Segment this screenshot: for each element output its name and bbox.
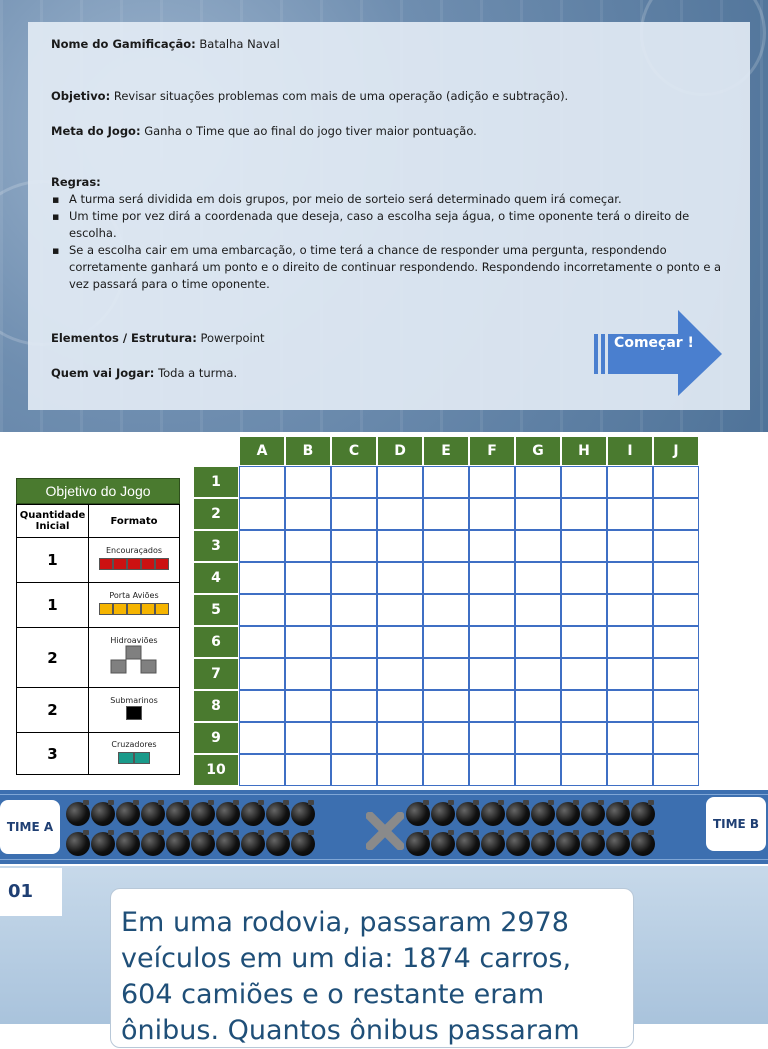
fleet-row xyxy=(17,733,180,775)
column-header: B xyxy=(285,436,331,466)
column-header: H xyxy=(561,436,607,466)
row-header: 6 xyxy=(193,626,239,658)
board-cell-J6[interactable] xyxy=(653,626,699,658)
bomb-icon[interactable] xyxy=(431,802,455,826)
team-b-bombs-row xyxy=(406,802,655,826)
board-cell-I6[interactable] xyxy=(607,626,653,658)
bomb-icon[interactable] xyxy=(631,802,655,826)
board-cell-I3[interactable] xyxy=(607,530,653,562)
fleet-qty: 2 xyxy=(17,688,89,733)
bomb-icon[interactable] xyxy=(191,832,215,856)
team-b-bombs-row xyxy=(406,832,655,856)
board-cell-C5[interactable] xyxy=(331,594,377,626)
board-row xyxy=(193,594,699,626)
bomb-icon[interactable] xyxy=(556,802,580,826)
board-cell-A3[interactable] xyxy=(239,530,285,562)
board-cell-G5[interactable] xyxy=(515,594,561,626)
fleet-qty: 2 xyxy=(17,628,89,688)
ship-name: Hidroaviões xyxy=(110,636,158,645)
submarine-icon xyxy=(126,706,142,720)
rule-item: ▪ A turma será dividida em dois grupos, por meio de sorteio será determinado quem irá começar. xyxy=(69,191,731,208)
row-header: 7 xyxy=(193,658,239,690)
seaplane-icon xyxy=(110,645,158,675)
board-cell-E7[interactable] xyxy=(423,658,469,690)
bomb-icon[interactable] xyxy=(116,832,140,856)
board-cell-E9[interactable] xyxy=(423,722,469,754)
bomb-icon[interactable] xyxy=(506,832,530,856)
elements-value: Powerpoint xyxy=(200,331,265,345)
board-cell-G1[interactable] xyxy=(515,466,561,498)
board-cell-B9[interactable] xyxy=(285,722,331,754)
team-a-bombs-row xyxy=(66,802,315,826)
board-row xyxy=(193,530,699,562)
board-cell-C1[interactable] xyxy=(331,466,377,498)
board-cell-B6[interactable] xyxy=(285,626,331,658)
board-cell-B2[interactable] xyxy=(285,498,331,530)
ship-name: Porta Aviões xyxy=(109,591,159,600)
bomb-icon[interactable] xyxy=(66,802,90,826)
board-cell-G4[interactable] xyxy=(515,562,561,594)
board-cell-I8[interactable] xyxy=(607,690,653,722)
fleet-qty: 1 xyxy=(17,538,89,583)
bomb-icon[interactable] xyxy=(66,832,90,856)
bomb-icon[interactable] xyxy=(141,832,165,856)
board-row xyxy=(193,562,699,594)
board-row xyxy=(193,722,699,754)
intro-slide xyxy=(0,0,768,432)
column-header: J xyxy=(653,436,699,466)
board-cell-B7[interactable] xyxy=(285,658,331,690)
board-cell-B10[interactable] xyxy=(285,754,331,786)
board-cell-G10[interactable] xyxy=(515,754,561,786)
board-cell-F1[interactable] xyxy=(469,466,515,498)
start-arrow-icon[interactable] xyxy=(594,310,724,396)
bomb-icon[interactable] xyxy=(291,832,315,856)
bomb-icon[interactable] xyxy=(406,832,430,856)
rules-title: Regras: xyxy=(51,175,101,189)
players-label: Quem vai Jogar: xyxy=(51,366,155,380)
goal-line xyxy=(51,123,477,140)
bomb-icon[interactable] xyxy=(506,802,530,826)
board-row xyxy=(193,754,699,786)
question-text: Em uma rodovia, passaram 2978 veículos em um dia: 1874 carros, 604 camiões e o restante eram ônibus. Quantos ônibus passaram xyxy=(110,888,634,1048)
board-cell-G9[interactable] xyxy=(515,722,561,754)
board-cell-I2[interactable] xyxy=(607,498,653,530)
objective-value: Revisar situações problemas com mais de uma operação (adição e subtração). xyxy=(113,89,569,103)
bomb-icon[interactable] xyxy=(216,802,240,826)
battleship-icon xyxy=(99,558,169,570)
board-corner xyxy=(193,436,239,466)
column-header: E xyxy=(423,436,469,466)
board-cell-A2[interactable] xyxy=(239,498,285,530)
board-cell-I1[interactable] xyxy=(607,466,653,498)
board-cell-D5[interactable] xyxy=(377,594,423,626)
board-cell-A4[interactable] xyxy=(239,562,285,594)
qty-header: Quantidade Inicial xyxy=(17,505,89,538)
board-cell-I10[interactable] xyxy=(607,754,653,786)
board-cell-G7[interactable] xyxy=(515,658,561,690)
board-cell-D1[interactable] xyxy=(377,466,423,498)
carrier-icon xyxy=(99,603,169,615)
board-cell-C4[interactable] xyxy=(331,562,377,594)
board-cell-C8[interactable] xyxy=(331,690,377,722)
fleet-row xyxy=(17,583,180,628)
format-header: Formato xyxy=(89,505,180,538)
players-value: Toda a turma. xyxy=(158,366,238,380)
team-b-label: TIME B xyxy=(706,797,766,851)
board-cell-E1[interactable] xyxy=(423,466,469,498)
fleet-qty: 1 xyxy=(17,583,89,628)
board-cell-D3[interactable] xyxy=(377,530,423,562)
bomb-icon[interactable] xyxy=(581,802,605,826)
board-row xyxy=(193,626,699,658)
board-cell-D9[interactable] xyxy=(377,722,423,754)
board-cell-D10[interactable] xyxy=(377,754,423,786)
fleet-table xyxy=(16,504,180,775)
board-cell-E6[interactable] xyxy=(423,626,469,658)
rule-item: ▪ Um time por vez dirá a coordenada que deseja, caso a escolha seja água, o time oponente terá o direito de escolha. xyxy=(69,208,731,242)
board-cell-B3[interactable] xyxy=(285,530,331,562)
board-cell-I4[interactable] xyxy=(607,562,653,594)
column-header: F xyxy=(469,436,515,466)
board-cell-J10[interactable] xyxy=(653,754,699,786)
board-cell-A7[interactable] xyxy=(239,658,285,690)
board-cell-J4[interactable] xyxy=(653,562,699,594)
board-cell-A9[interactable] xyxy=(239,722,285,754)
board-cell-E10[interactable] xyxy=(423,754,469,786)
bomb-icon[interactable] xyxy=(481,802,505,826)
board-cell-I5[interactable] xyxy=(607,594,653,626)
bomb-icon[interactable] xyxy=(456,832,480,856)
bomb-icon[interactable] xyxy=(631,832,655,856)
board-cell-B1[interactable] xyxy=(285,466,331,498)
bomb-icon[interactable] xyxy=(606,832,630,856)
board-cell-D7[interactable] xyxy=(377,658,423,690)
fleet-format xyxy=(89,688,180,733)
bomb-icon[interactable] xyxy=(241,802,265,826)
elements-label: Elementos / Estrutura: xyxy=(51,331,197,345)
board-cell-A8[interactable] xyxy=(239,690,285,722)
board-cell-C9[interactable] xyxy=(331,722,377,754)
bomb-icon[interactable] xyxy=(91,832,115,856)
board-row xyxy=(193,658,699,690)
bomb-icon[interactable] xyxy=(406,802,430,826)
bomb-icon[interactable] xyxy=(116,802,140,826)
board-cell-A10[interactable] xyxy=(239,754,285,786)
goal-value: Ganha o Time que ao final do jogo tiver maior pontuação. xyxy=(144,124,477,138)
fleet-row xyxy=(17,688,180,733)
ship-name: Submarinos xyxy=(110,696,158,705)
board-cell-J2[interactable] xyxy=(653,498,699,530)
rules-block xyxy=(51,174,731,293)
board-cell-C3[interactable] xyxy=(331,530,377,562)
board-cell-H2[interactable] xyxy=(561,498,607,530)
fleet-row xyxy=(17,538,180,583)
objective-line xyxy=(51,88,568,105)
column-header: A xyxy=(239,436,285,466)
board-cell-G6[interactable] xyxy=(515,626,561,658)
bomb-icon[interactable] xyxy=(191,802,215,826)
board-cell-F2[interactable] xyxy=(469,498,515,530)
battleship-board xyxy=(193,436,699,786)
row-header: 1 xyxy=(193,466,239,498)
row-header: 4 xyxy=(193,562,239,594)
board-cell-B8[interactable] xyxy=(285,690,331,722)
objective-title: Objetivo do Jogo xyxy=(16,478,180,504)
board-cell-D4[interactable] xyxy=(377,562,423,594)
column-header: G xyxy=(515,436,561,466)
bomb-icon[interactable] xyxy=(606,802,630,826)
game-name-line xyxy=(51,36,280,53)
row-header: 8 xyxy=(193,690,239,722)
board-cell-F4[interactable] xyxy=(469,562,515,594)
board-cell-J1[interactable] xyxy=(653,466,699,498)
board-cell-F5[interactable] xyxy=(469,594,515,626)
board-cell-F3[interactable] xyxy=(469,530,515,562)
board-cell-G2[interactable] xyxy=(515,498,561,530)
question-number: 01 xyxy=(0,868,62,916)
bomb-icon[interactable] xyxy=(556,832,580,856)
board-cell-J5[interactable] xyxy=(653,594,699,626)
board-cell-H3[interactable] xyxy=(561,530,607,562)
row-header: 10 xyxy=(193,754,239,786)
board-cell-F7[interactable] xyxy=(469,658,515,690)
board-cell-H4[interactable] xyxy=(561,562,607,594)
goal-label: Meta do Jogo: xyxy=(51,124,141,138)
board-cell-H10[interactable] xyxy=(561,754,607,786)
board-cell-E2[interactable] xyxy=(423,498,469,530)
board-cell-J3[interactable] xyxy=(653,530,699,562)
bomb-icon[interactable] xyxy=(291,802,315,826)
game-name-value: Batalha Naval xyxy=(199,37,280,51)
board-cell-A5[interactable] xyxy=(239,594,285,626)
board-row xyxy=(193,690,699,722)
board-cell-J7[interactable] xyxy=(653,658,699,690)
board-row xyxy=(193,466,699,498)
fleet-qty: 3 xyxy=(17,733,89,775)
ship-name: Encouraçados xyxy=(105,546,163,555)
row-header: 2 xyxy=(193,498,239,530)
board-cell-B4[interactable] xyxy=(285,562,331,594)
row-header: 9 xyxy=(193,722,239,754)
board-cell-B5[interactable] xyxy=(285,594,331,626)
bomb-icon[interactable] xyxy=(241,832,265,856)
rule-item: ▪ Se a escolha cair em uma embarcação, o time terá a chance de responder uma pergunta, respondendo corretamente ganhará um ponto e o direito de continuar respondendo. Respondendo incorretamente o ponto e a vez passará para o time oponente. xyxy=(69,242,731,293)
board-cell-H9[interactable] xyxy=(561,722,607,754)
team-a-label: TIME A xyxy=(0,800,60,854)
board-cell-E3[interactable] xyxy=(423,530,469,562)
board-cell-H6[interactable] xyxy=(561,626,607,658)
board-cell-J8[interactable] xyxy=(653,690,699,722)
bomb-icon[interactable] xyxy=(456,802,480,826)
board-cell-F8[interactable] xyxy=(469,690,515,722)
board-cell-D2[interactable] xyxy=(377,498,423,530)
bomb-icon[interactable] xyxy=(481,832,505,856)
board-cell-F6[interactable] xyxy=(469,626,515,658)
team-a-bombs-row xyxy=(66,832,315,856)
elements-line xyxy=(51,330,265,347)
column-header: I xyxy=(607,436,653,466)
fleet-format xyxy=(89,583,180,628)
board-cell-H5[interactable] xyxy=(561,594,607,626)
game-name-label: Nome do Gamificação: xyxy=(51,37,196,51)
board-cell-E4[interactable] xyxy=(423,562,469,594)
board-cell-D6[interactable] xyxy=(377,626,423,658)
board-cell-G8[interactable] xyxy=(515,690,561,722)
board-cell-F9[interactable] xyxy=(469,722,515,754)
bomb-icon[interactable] xyxy=(531,802,555,826)
board-cell-I7[interactable] xyxy=(607,658,653,690)
board-cell-C2[interactable] xyxy=(331,498,377,530)
bomb-icon[interactable] xyxy=(91,802,115,826)
board-cell-D8[interactable] xyxy=(377,690,423,722)
bomb-icon[interactable] xyxy=(141,802,165,826)
fleet-format xyxy=(89,538,180,583)
board-cell-H7[interactable] xyxy=(561,658,607,690)
board-cell-F10[interactable] xyxy=(469,754,515,786)
ship-name: Cruzadores xyxy=(111,739,157,749)
board-cell-H8[interactable] xyxy=(561,690,607,722)
bomb-icon[interactable] xyxy=(266,802,290,826)
fleet-format xyxy=(89,628,180,688)
row-header: 3 xyxy=(193,530,239,562)
board-cell-C10[interactable] xyxy=(331,754,377,786)
board-cell-C6[interactable] xyxy=(331,626,377,658)
bomb-icon[interactable] xyxy=(216,832,240,856)
board-cell-I9[interactable] xyxy=(607,722,653,754)
objective-label: Objetivo: xyxy=(51,89,111,103)
column-header: C xyxy=(331,436,377,466)
versus-x-icon xyxy=(366,812,404,850)
row-header: 5 xyxy=(193,594,239,626)
fleet-format xyxy=(89,733,180,775)
bomb-icon[interactable] xyxy=(581,832,605,856)
bomb-icon[interactable] xyxy=(266,832,290,856)
fleet-row xyxy=(17,628,180,688)
board-cell-C7[interactable] xyxy=(331,658,377,690)
board-cell-A6[interactable] xyxy=(239,626,285,658)
rules-list xyxy=(51,191,731,293)
board-cell-H1[interactable] xyxy=(561,466,607,498)
bomb-icon[interactable] xyxy=(431,832,455,856)
board-row xyxy=(193,498,699,530)
players-line xyxy=(51,365,237,382)
board-cell-J9[interactable] xyxy=(653,722,699,754)
cruiser-icon xyxy=(118,752,150,764)
bomb-icon[interactable] xyxy=(166,832,190,856)
board-cell-A1[interactable] xyxy=(239,466,285,498)
column-header: D xyxy=(377,436,423,466)
start-button[interactable]: Começar ! xyxy=(614,335,694,351)
bomb-icon[interactable] xyxy=(531,832,555,856)
board-cell-E8[interactable] xyxy=(423,690,469,722)
board-cell-E5[interactable] xyxy=(423,594,469,626)
board-cell-G3[interactable] xyxy=(515,530,561,562)
bomb-icon[interactable] xyxy=(166,802,190,826)
